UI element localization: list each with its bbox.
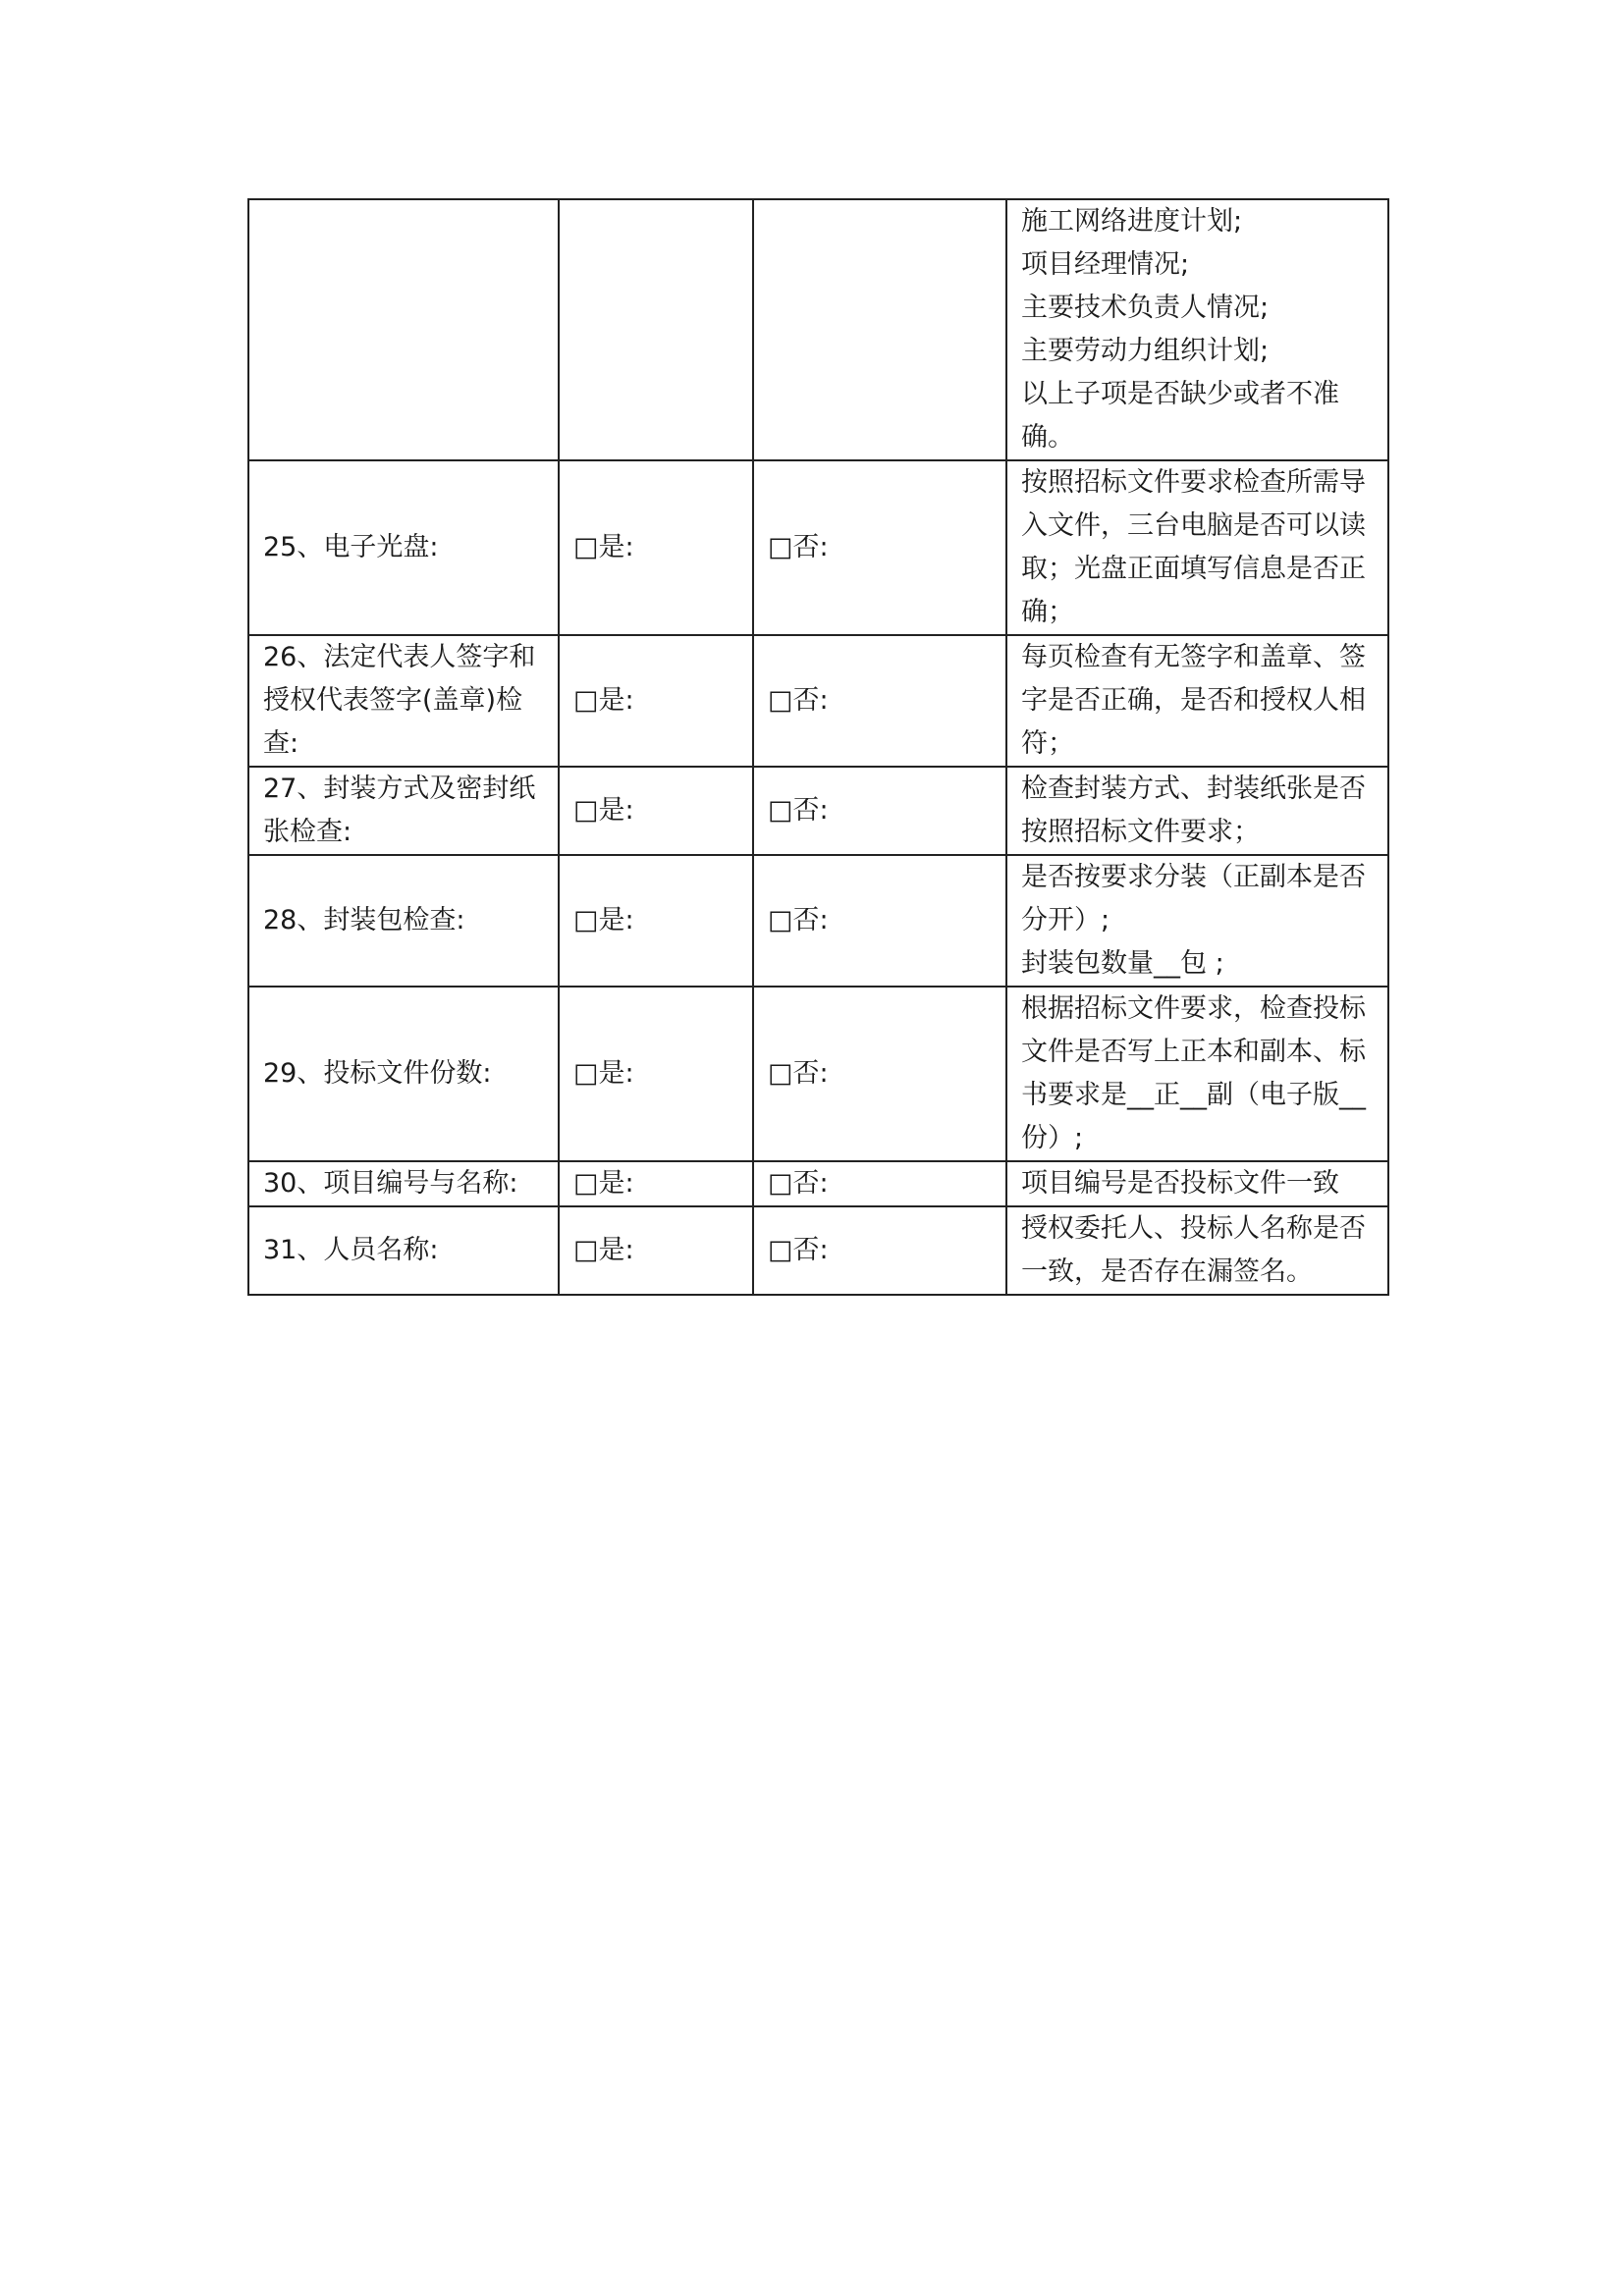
table-row bbox=[248, 1161, 1388, 1206]
yes-checkbox[interactable]: □是: bbox=[559, 987, 753, 1161]
yes-checkbox[interactable]: □是: bbox=[559, 460, 753, 635]
no-checkbox[interactable]: □否: bbox=[753, 1206, 1006, 1295]
item-cell: 25、电子光盘: bbox=[248, 460, 559, 635]
table-row bbox=[248, 855, 1388, 987]
table-row bbox=[248, 199, 1388, 460]
no-checkbox[interactable]: □否: bbox=[753, 1161, 1006, 1206]
checklist-table bbox=[247, 198, 1389, 1296]
description-cell: 检查封装方式、封装纸张是否按照招标文件要求； bbox=[1006, 767, 1388, 855]
table-row bbox=[248, 987, 1388, 1161]
yes-checkbox[interactable]: □是: bbox=[559, 1161, 753, 1206]
description-cell: 按照招标文件要求检查所需导入文件，三台电脑是否可以读取；光盘正面填写信息是否正确； bbox=[1006, 460, 1388, 635]
yes-checkbox[interactable]: □是: bbox=[559, 635, 753, 767]
item-cell bbox=[248, 199, 559, 460]
item-cell: 26、法定代表人签字和授权代表签字(盖章)检查: bbox=[248, 635, 559, 767]
table-row bbox=[248, 460, 1388, 635]
no-checkbox[interactable]: □否: bbox=[753, 987, 1006, 1161]
no-checkbox[interactable] bbox=[753, 199, 1006, 460]
no-checkbox[interactable]: □否: bbox=[753, 460, 1006, 635]
yes-checkbox[interactable]: □是: bbox=[559, 855, 753, 987]
description-cell: 根据招标文件要求，检查投标文件是否写上正本和副本、标书要求是__正__副（电子版__份）; bbox=[1006, 987, 1388, 1161]
description-cell: 授权委托人、投标人名称是否一致，是否存在漏签名。 bbox=[1006, 1206, 1388, 1295]
table-row bbox=[248, 635, 1388, 767]
item-cell: 31、人员名称: bbox=[248, 1206, 559, 1295]
description-cell: 是否按要求分装（正副本是否分开）; 封装包数量__包 ; bbox=[1006, 855, 1388, 987]
yes-checkbox[interactable]: □是: bbox=[559, 767, 753, 855]
table-row bbox=[248, 767, 1388, 855]
table-row bbox=[248, 1206, 1388, 1295]
yes-checkbox[interactable]: □是: bbox=[559, 1206, 753, 1295]
description-cell: 每页检查有无签字和盖章、签字是否正确，是否和授权人相符； bbox=[1006, 635, 1388, 767]
item-cell: 28、封装包检查: bbox=[248, 855, 559, 987]
yes-checkbox[interactable] bbox=[559, 199, 753, 460]
description-cell: 项目编号是否投标文件一致 bbox=[1006, 1161, 1388, 1206]
no-checkbox[interactable]: □否: bbox=[753, 635, 1006, 767]
description-cell: 施工网络进度计划; 项目经理情况; 主要技术负责人情况; 主要劳动力组织计划; 以上子项是否缺少或者不准确。 bbox=[1006, 199, 1388, 460]
no-checkbox[interactable]: □否: bbox=[753, 855, 1006, 987]
item-cell: 29、投标文件份数: bbox=[248, 987, 559, 1161]
item-cell: 30、项目编号与名称: bbox=[248, 1161, 559, 1206]
no-checkbox[interactable]: □否: bbox=[753, 767, 1006, 855]
item-cell: 27、封装方式及密封纸张检查: bbox=[248, 767, 559, 855]
